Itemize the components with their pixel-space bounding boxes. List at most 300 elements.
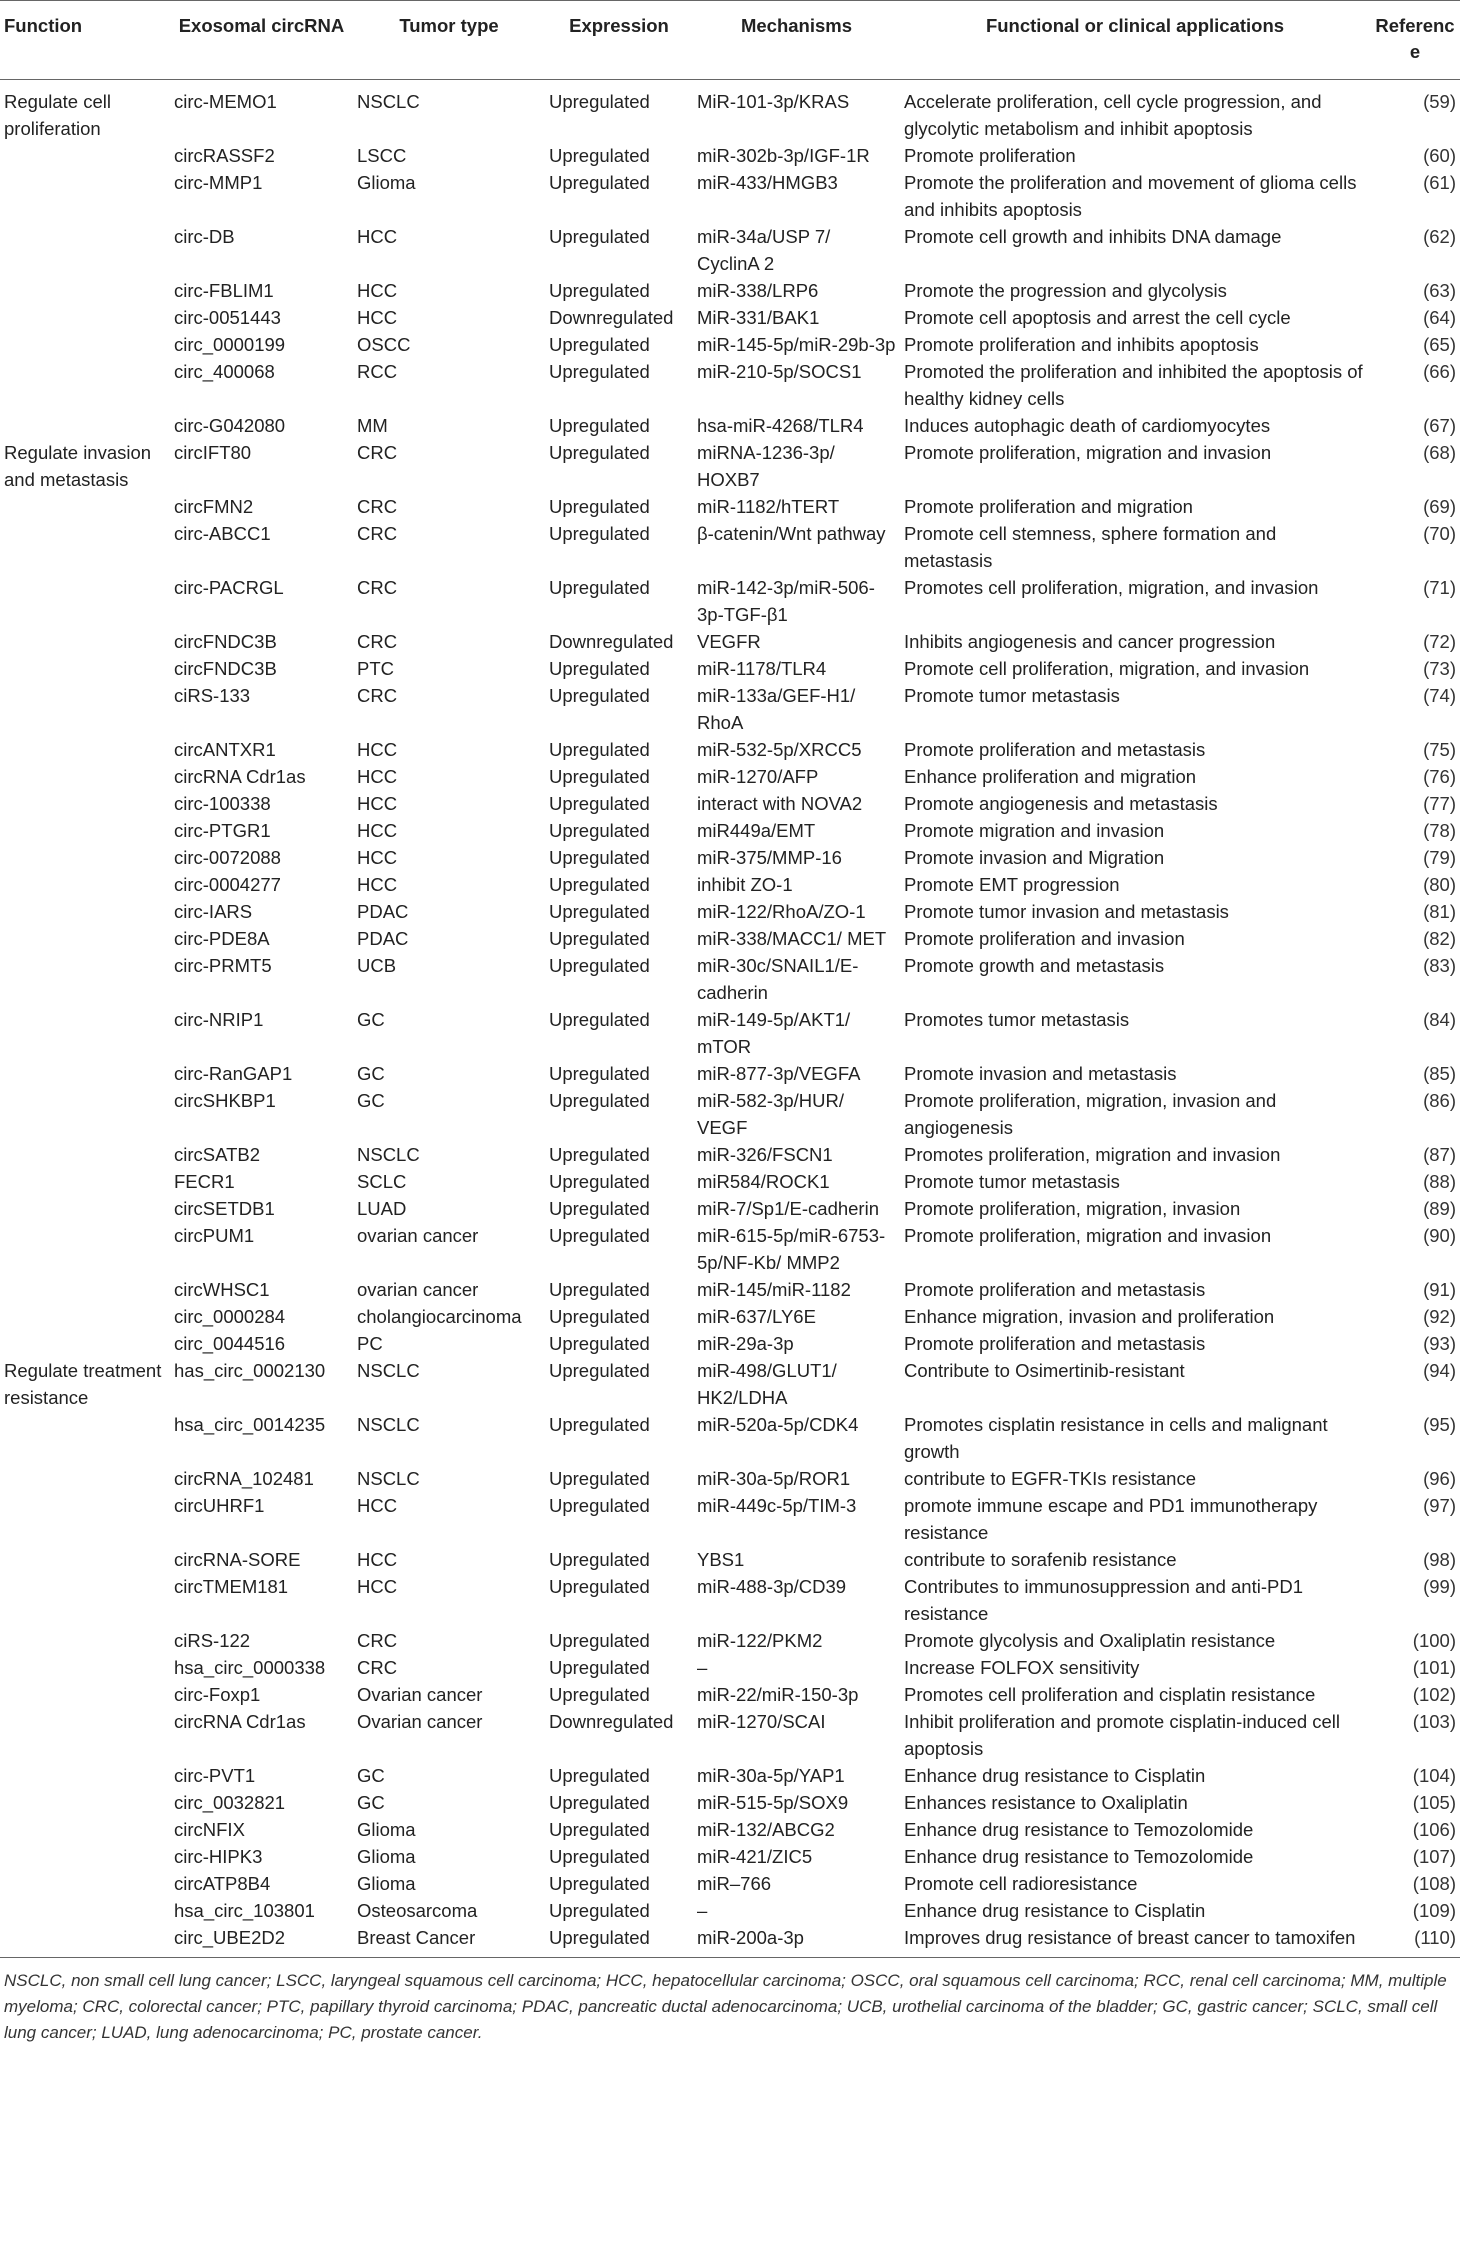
mechanism-cell: VEGFR bbox=[697, 631, 761, 652]
function-cell bbox=[0, 1276, 170, 1303]
reference-cell: (88) bbox=[1423, 1171, 1456, 1192]
reference-cell: (63) bbox=[1423, 280, 1456, 301]
table-row bbox=[0, 80, 1460, 143]
mechanism-cell: miR-210-5p/SOCS1 bbox=[697, 361, 862, 382]
expression-cell: Upregulated bbox=[549, 1171, 650, 1192]
application-cell: Inhibits angiogenesis and cancer progression bbox=[904, 631, 1276, 652]
circrna-cell: circRNA_102481 bbox=[174, 1468, 314, 1489]
circrna-cell: hsa_circ_0014235 bbox=[174, 1414, 326, 1435]
mechanism-cell: miR-30a-5p/YAP1 bbox=[697, 1765, 845, 1786]
application-cell: Inhibit proliferation and promote cisplatin-induced cell apoptosis bbox=[904, 1711, 1341, 1759]
mechanism-cell: miR-1270/AFP bbox=[697, 766, 819, 787]
expression-cell: Upregulated bbox=[549, 496, 650, 517]
function-cell bbox=[0, 655, 170, 682]
tumor-type-cell: HCC bbox=[357, 874, 398, 895]
mechanism-cell: – bbox=[697, 1900, 708, 1921]
reference-cell: (81) bbox=[1423, 901, 1456, 922]
circrna-cell: circSETDB1 bbox=[174, 1198, 275, 1219]
expression-cell: Upregulated bbox=[549, 1576, 650, 1597]
table-body bbox=[0, 80, 1460, 1952]
application-cell: Promoted the proliferation and inhibited the apoptosis of healthy kidney cells bbox=[904, 361, 1363, 409]
reference-cell: (61) bbox=[1423, 172, 1456, 193]
table-row bbox=[0, 1492, 1460, 1546]
function-cell bbox=[0, 1870, 170, 1897]
function-cell: Regulate invasion and metastasis bbox=[4, 442, 152, 490]
application-cell: Improves drug resistance of breast cancer to tamoxifen bbox=[904, 1927, 1356, 1948]
application-cell: Enhance drug resistance to Cisplatin bbox=[904, 1900, 1206, 1921]
table-row bbox=[0, 1195, 1460, 1222]
application-cell: Promotes cisplatin resistance in cells and malignant growth bbox=[904, 1414, 1328, 1462]
circrna-cell: circ-MEMO1 bbox=[174, 91, 277, 112]
table-row bbox=[0, 763, 1460, 790]
function-cell bbox=[0, 1465, 170, 1492]
function-cell bbox=[0, 277, 170, 304]
function-cell bbox=[0, 1762, 170, 1789]
table-row bbox=[0, 844, 1460, 871]
application-cell: Contributes to immunosuppression and anti-PD1 resistance bbox=[904, 1576, 1303, 1624]
expression-cell: Upregulated bbox=[549, 1630, 650, 1651]
reference-cell: (104) bbox=[1412, 1765, 1456, 1786]
expression-cell: Upregulated bbox=[549, 1549, 650, 1570]
tumor-type-cell: CRC bbox=[357, 685, 398, 706]
reference-cell: (76) bbox=[1423, 766, 1456, 787]
mechanism-cell: miR-133a/GEF-H1/ RhoA bbox=[697, 685, 856, 733]
table-row bbox=[0, 1087, 1460, 1141]
expression-cell: Upregulated bbox=[549, 1684, 650, 1705]
tumor-type-cell: GC bbox=[357, 1063, 385, 1084]
reference-cell: (84) bbox=[1423, 1009, 1456, 1030]
table-row bbox=[0, 1222, 1460, 1276]
tumor-type-cell: NSCLC bbox=[357, 1414, 420, 1435]
tumor-type-cell: LUAD bbox=[357, 1198, 407, 1219]
mechanism-cell: miR-145-5p/miR-29b-3p bbox=[697, 334, 896, 355]
header-expression: Expression bbox=[569, 15, 669, 36]
reference-cell: (77) bbox=[1423, 793, 1456, 814]
application-cell: Promote proliferation, migration and invasion bbox=[904, 442, 1272, 463]
reference-cell: (99) bbox=[1423, 1576, 1456, 1597]
function-cell: Regulate cell proliferation bbox=[4, 91, 111, 139]
tumor-type-cell: LSCC bbox=[357, 145, 407, 166]
application-cell: Promotes cell proliferation and cisplatin resistance bbox=[904, 1684, 1316, 1705]
application-cell: Promote proliferation bbox=[904, 145, 1076, 166]
tumor-type-cell: Glioma bbox=[357, 1846, 416, 1867]
mechanism-cell: miR-22/miR-150-3p bbox=[697, 1684, 859, 1705]
expression-cell: Upregulated bbox=[549, 280, 650, 301]
application-cell: Promote angiogenesis and metastasis bbox=[904, 793, 1218, 814]
table-row bbox=[0, 1843, 1460, 1870]
tumor-type-cell: Glioma bbox=[357, 172, 416, 193]
function-cell bbox=[0, 628, 170, 655]
tumor-type-cell: OSCC bbox=[357, 334, 411, 355]
reference-cell: (102) bbox=[1412, 1684, 1456, 1705]
circrna-cell: circUHRF1 bbox=[174, 1495, 265, 1516]
reference-cell: (105) bbox=[1412, 1792, 1456, 1813]
reference-cell: (74) bbox=[1423, 685, 1456, 706]
tumor-type-cell: PC bbox=[357, 1333, 383, 1354]
circrna-cell: circ-0051443 bbox=[174, 307, 281, 328]
reference-cell: (78) bbox=[1423, 820, 1456, 841]
expression-cell: Upregulated bbox=[549, 1414, 650, 1435]
function-cell bbox=[0, 412, 170, 439]
table-row bbox=[0, 1816, 1460, 1843]
reference-cell: (101) bbox=[1412, 1657, 1456, 1678]
reference-cell: (109) bbox=[1412, 1900, 1456, 1921]
expression-cell: Upregulated bbox=[549, 820, 650, 841]
circrna-cell: circATP8B4 bbox=[174, 1873, 271, 1894]
application-cell: Promote proliferation, migration, invasion and angiogenesis bbox=[904, 1090, 1277, 1138]
mechanism-cell: miR584/ROCK1 bbox=[697, 1171, 830, 1192]
tumor-type-cell: GC bbox=[357, 1009, 385, 1030]
table-row bbox=[0, 898, 1460, 925]
table-row bbox=[0, 1762, 1460, 1789]
expression-cell: Downregulated bbox=[549, 631, 674, 652]
circrna-cell: circ-Foxp1 bbox=[174, 1684, 261, 1705]
mechanism-cell: miR-1178/TLR4 bbox=[697, 658, 827, 679]
tumor-type-cell: Ovarian cancer bbox=[357, 1684, 483, 1705]
expression-cell: Upregulated bbox=[549, 1306, 650, 1327]
table-row bbox=[0, 1654, 1460, 1681]
function-cell bbox=[0, 1897, 170, 1924]
table-row bbox=[0, 1924, 1460, 1951]
expression-cell: Upregulated bbox=[549, 172, 650, 193]
circrna-cell: circSATB2 bbox=[174, 1144, 261, 1165]
circrna-cell: circ-DB bbox=[174, 226, 235, 247]
application-cell: Increase FOLFOX sensitivity bbox=[904, 1657, 1140, 1678]
expression-cell: Upregulated bbox=[549, 685, 650, 706]
function-cell bbox=[0, 817, 170, 844]
table-footnote: NSCLC, non small cell lung cancer; LSCC, laryngeal squamous cell carcinoma; HCC, hepatocellular carcinoma; OSCC, oral squamous cell carcinoma; RCC, renal cell carcinoma; MM, multiple myeloma; CRC, colorectal cancer; PTC, papillary thyroid carcinoma; PDAC, pancreatic ductal adenocarcinoma; UCB, urothelial carcinoma of the bladder; GC, gastric cancer; SCLC, small cell lung cancer; LUAD, lung adenocarcinoma; PC, prostate cancer. bbox=[4, 1971, 1447, 2042]
mechanism-cell: miR-582-3p/HUR/ VEGF bbox=[697, 1090, 845, 1138]
expression-cell: Upregulated bbox=[549, 1225, 650, 1246]
tumor-type-cell: HCC bbox=[357, 739, 398, 760]
mechanism-cell: MiR-331/BAK1 bbox=[697, 307, 820, 328]
expression-cell: Upregulated bbox=[549, 1900, 650, 1921]
table-row bbox=[0, 1573, 1460, 1627]
table-row bbox=[0, 277, 1460, 304]
function-cell bbox=[0, 169, 170, 223]
tumor-type-cell: HCC bbox=[357, 1549, 398, 1570]
tumor-type-cell: CRC bbox=[357, 442, 398, 463]
expression-cell: Upregulated bbox=[549, 793, 650, 814]
function-cell bbox=[0, 1789, 170, 1816]
circrna-cell: circ-0004277 bbox=[174, 874, 281, 895]
table-row bbox=[0, 736, 1460, 763]
circrna-cell: hsa_circ_0000338 bbox=[174, 1657, 326, 1678]
circrna-cell: circ-PACRGL bbox=[174, 577, 284, 598]
expression-cell: Upregulated bbox=[549, 226, 650, 247]
tumor-type-cell: MM bbox=[357, 415, 388, 436]
tumor-type-cell: Glioma bbox=[357, 1819, 416, 1840]
tumor-type-cell: Breast Cancer bbox=[357, 1927, 476, 1948]
expression-cell: Upregulated bbox=[549, 415, 650, 436]
reference-cell: (65) bbox=[1423, 334, 1456, 355]
tumor-type-cell: CRC bbox=[357, 523, 398, 544]
table-row bbox=[0, 628, 1460, 655]
table-row bbox=[0, 1006, 1460, 1060]
circrna-cell: circ-G042080 bbox=[174, 415, 286, 436]
application-cell: Enhances resistance to Oxaliplatin bbox=[904, 1792, 1188, 1813]
function-cell bbox=[0, 1195, 170, 1222]
tumor-type-cell: HCC bbox=[357, 847, 398, 868]
reference-cell: (71) bbox=[1423, 577, 1456, 598]
expression-cell: Upregulated bbox=[549, 766, 650, 787]
reference-cell: (95) bbox=[1423, 1414, 1456, 1435]
application-cell: Induces autophagic death of cardiomyocytes bbox=[904, 415, 1271, 436]
circrna-cell: ciRS-122 bbox=[174, 1630, 251, 1651]
reference-cell: (80) bbox=[1423, 874, 1456, 895]
circrna-cell: circ-PVT1 bbox=[174, 1765, 256, 1786]
table-row bbox=[0, 952, 1460, 1006]
expression-cell: Downregulated bbox=[549, 1711, 674, 1732]
mechanism-cell: miR-145/miR-1182 bbox=[697, 1279, 851, 1300]
application-cell: Enhance migration, invasion and proliferation bbox=[904, 1306, 1275, 1327]
circrna-cell: circ-0072088 bbox=[174, 847, 281, 868]
mechanism-cell: miR-122/PKM2 bbox=[697, 1630, 823, 1651]
application-cell: Enhance proliferation and migration bbox=[904, 766, 1197, 787]
circrna-cell: has_circ_0002130 bbox=[174, 1360, 326, 1381]
function-cell bbox=[0, 763, 170, 790]
reference-cell: (106) bbox=[1412, 1819, 1456, 1840]
function-cell bbox=[0, 304, 170, 331]
function-cell bbox=[0, 1222, 170, 1276]
function-cell: Regulate treatment resistance bbox=[4, 1360, 162, 1408]
expression-cell: Upregulated bbox=[549, 1468, 650, 1489]
circrna-cell: circ-NRIP1 bbox=[174, 1009, 264, 1030]
tumor-type-cell: HCC bbox=[357, 1495, 398, 1516]
application-cell: Promotes tumor metastasis bbox=[904, 1009, 1130, 1030]
tumor-type-cell: RCC bbox=[357, 361, 398, 382]
application-cell: Promote tumor metastasis bbox=[904, 1171, 1120, 1192]
circrna-cell: hsa_circ_103801 bbox=[174, 1900, 315, 1921]
header-reference: Reference bbox=[1375, 15, 1455, 62]
expression-cell: Upregulated bbox=[549, 1360, 650, 1381]
circrna-cell: circ_0044516 bbox=[174, 1333, 286, 1354]
reference-cell: (70) bbox=[1423, 523, 1456, 544]
expression-cell: Upregulated bbox=[549, 928, 650, 949]
table-row bbox=[0, 574, 1460, 628]
expression-cell: Upregulated bbox=[549, 874, 650, 895]
tumor-type-cell: SCLC bbox=[357, 1171, 407, 1192]
mechanism-cell: hsa-miR-4268/TLR4 bbox=[697, 415, 864, 436]
mechanism-cell: miR-375/MMP-16 bbox=[697, 847, 842, 868]
function-cell bbox=[0, 1816, 170, 1843]
tumor-type-cell: CRC bbox=[357, 577, 398, 598]
circrna-cell: circFNDC3B bbox=[174, 631, 277, 652]
expression-cell: Upregulated bbox=[549, 1495, 650, 1516]
table-row bbox=[0, 1708, 1460, 1762]
function-cell bbox=[0, 871, 170, 898]
expression-cell: Upregulated bbox=[549, 739, 650, 760]
application-cell: Promote migration and invasion bbox=[904, 820, 1165, 841]
function-cell bbox=[0, 493, 170, 520]
header-mechanisms: Mechanisms bbox=[740, 15, 853, 36]
table-row bbox=[0, 1276, 1460, 1303]
application-cell: contribute to sorafenib resistance bbox=[904, 1549, 1177, 1570]
tumor-type-cell: CRC bbox=[357, 631, 398, 652]
circrna-cell: circ-IARS bbox=[174, 901, 253, 922]
table-row bbox=[0, 412, 1460, 439]
reference-cell: (89) bbox=[1423, 1198, 1456, 1219]
function-cell bbox=[0, 1843, 170, 1870]
table-row bbox=[0, 790, 1460, 817]
application-cell: Enhance drug resistance to Temozolomide bbox=[904, 1846, 1254, 1867]
circrna-cell: circ-FBLIM1 bbox=[174, 280, 274, 301]
table-row bbox=[0, 331, 1460, 358]
mechanism-cell: miR-520a-5p/CDK4 bbox=[697, 1414, 859, 1435]
application-cell: Promote proliferation, migration, invasion bbox=[904, 1198, 1241, 1219]
expression-cell: Downregulated bbox=[549, 307, 674, 328]
application-cell: Promote proliferation and metastasis bbox=[904, 1279, 1206, 1300]
tumor-type-cell: HCC bbox=[357, 307, 398, 328]
table-row bbox=[0, 304, 1460, 331]
application-cell: Promote cell radioresistance bbox=[904, 1873, 1138, 1894]
circrna-cell: circ-PDE8A bbox=[174, 928, 270, 949]
table-row bbox=[0, 1303, 1460, 1330]
table-row bbox=[0, 1357, 1460, 1411]
tumor-type-cell: CRC bbox=[357, 496, 398, 517]
reference-cell: (69) bbox=[1423, 496, 1456, 517]
function-cell bbox=[0, 574, 170, 628]
application-cell: Promote invasion and metastasis bbox=[904, 1063, 1177, 1084]
function-cell bbox=[0, 1060, 170, 1087]
tumor-type-cell: CRC bbox=[357, 1657, 398, 1678]
expression-cell: Upregulated bbox=[549, 361, 650, 382]
reference-cell: (72) bbox=[1423, 631, 1456, 652]
table-row bbox=[0, 1168, 1460, 1195]
reference-cell: (100) bbox=[1412, 1630, 1456, 1651]
function-cell bbox=[0, 1330, 170, 1357]
expression-cell: Upregulated bbox=[549, 1279, 650, 1300]
table-header-row bbox=[0, 1, 1460, 80]
tumor-type-cell: UCB bbox=[357, 955, 397, 976]
mechanism-cell: miR-29a-3p bbox=[697, 1333, 794, 1354]
mechanism-cell: miR-488-3p/CD39 bbox=[697, 1576, 847, 1597]
expression-cell: Upregulated bbox=[549, 1198, 650, 1219]
tumor-type-cell: PDAC bbox=[357, 928, 409, 949]
expression-cell: Upregulated bbox=[549, 901, 650, 922]
application-cell: Promote the progression and glycolysis bbox=[904, 280, 1227, 301]
function-cell bbox=[0, 952, 170, 1006]
reference-cell: (110) bbox=[1414, 1927, 1456, 1948]
mechanism-cell: miR-877-3p/VEGFA bbox=[697, 1063, 861, 1084]
application-cell: Promote EMT progression bbox=[904, 874, 1120, 895]
mechanism-cell: MiR-101-3p/KRAS bbox=[697, 91, 850, 112]
application-cell: Contribute to Osimertinib-resistant bbox=[904, 1360, 1185, 1381]
tumor-type-cell: GC bbox=[357, 1765, 385, 1786]
reference-cell: (91) bbox=[1423, 1279, 1456, 1300]
application-cell: Promote tumor invasion and metastasis bbox=[904, 901, 1229, 922]
circrna-cell: circ-RanGAP1 bbox=[174, 1063, 293, 1084]
application-cell: Promotes proliferation, migration and invasion bbox=[904, 1144, 1281, 1165]
application-cell: promote immune escape and PD1 immunotherapy resistance bbox=[904, 1495, 1318, 1543]
reference-cell: (75) bbox=[1423, 739, 1456, 760]
table-row bbox=[0, 1870, 1460, 1897]
table-row bbox=[0, 1789, 1460, 1816]
function-cell bbox=[0, 520, 170, 574]
circrna-cell: circFNDC3B bbox=[174, 658, 277, 679]
reference-cell: (85) bbox=[1423, 1063, 1456, 1084]
application-cell: Promote proliferation and metastasis bbox=[904, 1333, 1206, 1354]
application-cell: Promote glycolysis and Oxaliplatin resistance bbox=[904, 1630, 1276, 1651]
circrna-cell: circ-PRMT5 bbox=[174, 955, 272, 976]
application-cell: Promote cell proliferation, migration, and invasion bbox=[904, 658, 1310, 679]
function-cell bbox=[0, 925, 170, 952]
reference-cell: (103) bbox=[1412, 1711, 1456, 1732]
reference-cell: (97) bbox=[1423, 1495, 1456, 1516]
tumor-type-cell: NSCLC bbox=[357, 1360, 420, 1381]
application-cell: Promote proliferation and invasion bbox=[904, 928, 1185, 949]
function-cell bbox=[0, 142, 170, 169]
expression-cell: Upregulated bbox=[549, 577, 650, 598]
reference-cell: (107) bbox=[1412, 1846, 1456, 1867]
table-row bbox=[0, 1060, 1460, 1087]
expression-cell: Upregulated bbox=[549, 1819, 650, 1840]
circrna-cell: circANTXR1 bbox=[174, 739, 276, 760]
mechanism-cell: miR-30a-5p/ROR1 bbox=[697, 1468, 851, 1489]
mechanism-cell: miR-7/Sp1/E-cadherin bbox=[697, 1198, 879, 1219]
table-row bbox=[0, 817, 1460, 844]
circrna-cell: circ_0032821 bbox=[174, 1792, 286, 1813]
expression-cell: Upregulated bbox=[549, 1873, 650, 1894]
table-row bbox=[0, 1141, 1460, 1168]
mechanism-cell: miR-132/ABCG2 bbox=[697, 1819, 835, 1840]
table-row bbox=[0, 142, 1460, 169]
table-row bbox=[0, 358, 1460, 412]
mechanism-cell: miR-515-5p/SOX9 bbox=[697, 1792, 849, 1813]
function-cell bbox=[0, 736, 170, 763]
reference-cell: (83) bbox=[1423, 955, 1456, 976]
circrna-cell: circ_0000284 bbox=[174, 1306, 286, 1327]
table-row bbox=[0, 1681, 1460, 1708]
function-cell bbox=[0, 844, 170, 871]
circrna-cell: ciRS-133 bbox=[174, 685, 251, 706]
circrna-cell: circ_0000199 bbox=[174, 334, 286, 355]
expression-cell: Upregulated bbox=[549, 1090, 650, 1111]
reference-cell: (93) bbox=[1423, 1333, 1456, 1354]
mechanism-cell: – bbox=[697, 1657, 708, 1678]
mechanism-cell: inhibit ZO-1 bbox=[697, 874, 793, 895]
mechanism-cell: miR-34a/USP 7/ CyclinA 2 bbox=[697, 226, 831, 274]
mechanism-cell: miR-615-5p/miR-6753-5p/NF-Kb/ MMP2 bbox=[697, 1225, 886, 1273]
reference-cell: (108) bbox=[1412, 1873, 1456, 1894]
reference-cell: (68) bbox=[1423, 442, 1456, 463]
application-cell: Promote tumor metastasis bbox=[904, 685, 1120, 706]
tumor-type-cell: HCC bbox=[357, 1576, 398, 1597]
circrna-cell: circFMN2 bbox=[174, 496, 254, 517]
mechanism-cell: miR-433/HMGB3 bbox=[697, 172, 838, 193]
table-row bbox=[0, 871, 1460, 898]
mechanism-cell: miR-30c/SNAIL1/E-cadherin bbox=[697, 955, 859, 1003]
tumor-type-cell: ovarian cancer bbox=[357, 1225, 479, 1246]
mechanism-cell: miR-149-5p/AKT1/ mTOR bbox=[697, 1009, 851, 1057]
mechanism-cell: miR–766 bbox=[697, 1873, 772, 1894]
tumor-type-cell: Ovarian cancer bbox=[357, 1711, 483, 1732]
table-row bbox=[0, 493, 1460, 520]
expression-cell: Upregulated bbox=[549, 442, 650, 463]
table-row bbox=[0, 1546, 1460, 1573]
table-row bbox=[0, 682, 1460, 736]
mechanism-cell: miR-637/LY6E bbox=[697, 1306, 816, 1327]
table-row bbox=[0, 520, 1460, 574]
reference-cell: (92) bbox=[1423, 1306, 1456, 1327]
tumor-type-cell: ovarian cancer bbox=[357, 1279, 479, 1300]
table-row bbox=[0, 925, 1460, 952]
reference-cell: (87) bbox=[1423, 1144, 1456, 1165]
function-cell bbox=[0, 1141, 170, 1168]
mechanism-cell: miR-200a-3p bbox=[697, 1927, 804, 1948]
expression-cell: Upregulated bbox=[549, 1009, 650, 1030]
tumor-type-cell: HCC bbox=[357, 793, 398, 814]
